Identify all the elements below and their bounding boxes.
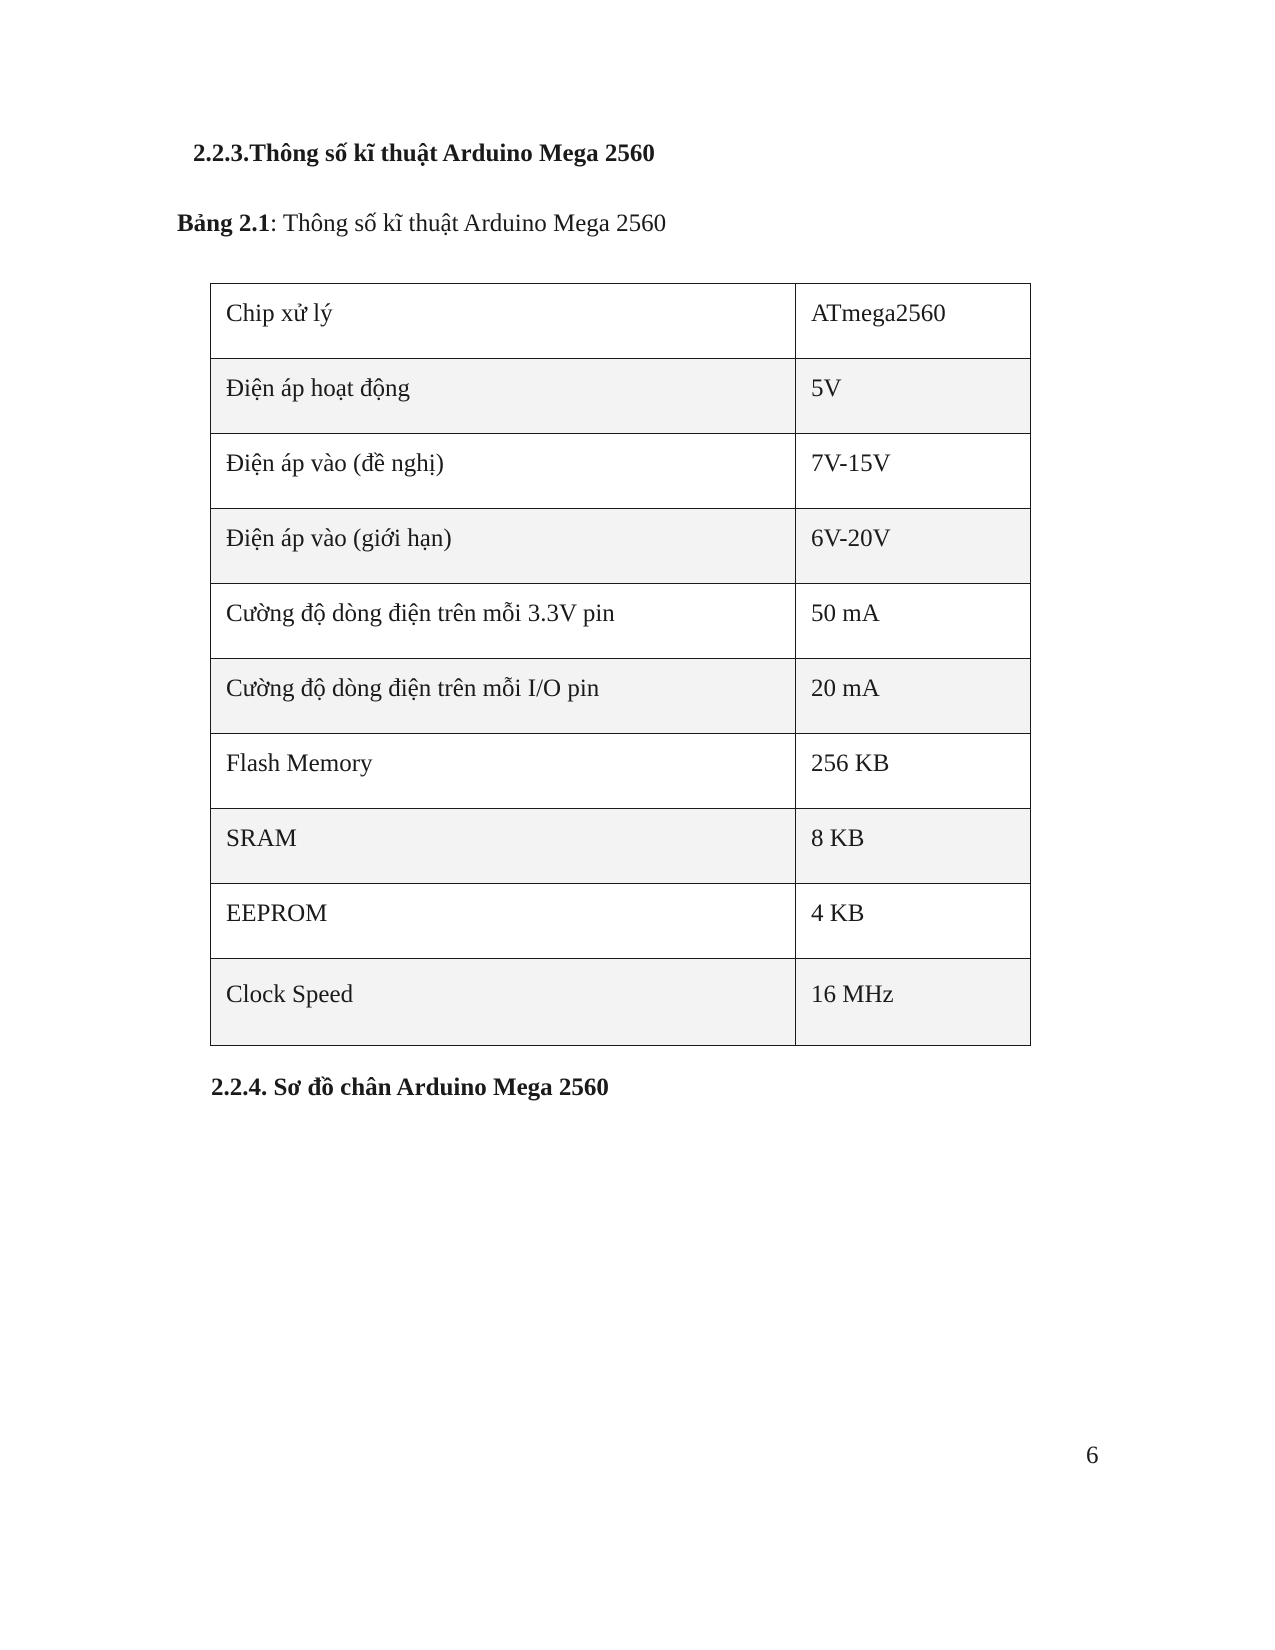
param-cell: EEPROM (211, 884, 796, 959)
table-caption-text: : Thông số kĩ thuật Arduino Mega 2560 (270, 210, 667, 237)
table-row (211, 734, 1031, 809)
table-row (211, 509, 1031, 584)
table-row (211, 284, 1031, 359)
table-row (211, 434, 1031, 509)
value-cell: 6V-20V (796, 509, 1031, 584)
param-cell: Điện áp vào (giới hạn) (211, 509, 796, 584)
table-row (211, 659, 1031, 734)
value-cell: 8 KB (796, 809, 1031, 884)
page-number: 6 (1086, 1442, 1099, 1469)
table-caption-label: Bảng 2.1 (177, 210, 271, 237)
table-row (211, 359, 1031, 434)
value-cell: ATmega2560 (796, 284, 1031, 359)
param-cell: Clock Speed (211, 959, 796, 1046)
table-row (211, 959, 1031, 1046)
param-cell: Chip xử lý (211, 284, 796, 359)
value-cell: 7V-15V (796, 434, 1031, 509)
next-section-heading: 2.2.4. Sơ đồ chân Arduino Mega 2560 (211, 1074, 609, 1101)
specs-table (210, 283, 1031, 1046)
param-cell: Flash Memory (211, 734, 796, 809)
table-row (211, 809, 1031, 884)
value-cell: 5V (796, 359, 1031, 434)
value-cell: 4 KB (796, 884, 1031, 959)
table-row (211, 584, 1031, 659)
param-cell: Điện áp vào (đề nghị) (211, 434, 796, 509)
value-cell: 256 KB (796, 734, 1031, 809)
section-heading: 2.2.3.Thông số kĩ thuật Arduino Mega 2560 (193, 140, 655, 167)
param-cell: Điện áp hoạt động (211, 359, 796, 434)
param-cell: SRAM (211, 809, 796, 884)
param-cell: Cường độ dòng điện trên mỗi 3.3V pin (211, 584, 796, 659)
value-cell: 20 mA (796, 659, 1031, 734)
value-cell: 16 MHz (796, 959, 1031, 1046)
param-cell: Cường độ dòng điện trên mỗi I/O pin (211, 659, 796, 734)
value-cell: 50 mA (796, 584, 1031, 659)
table-caption (177, 210, 666, 238)
table-row (211, 884, 1031, 959)
